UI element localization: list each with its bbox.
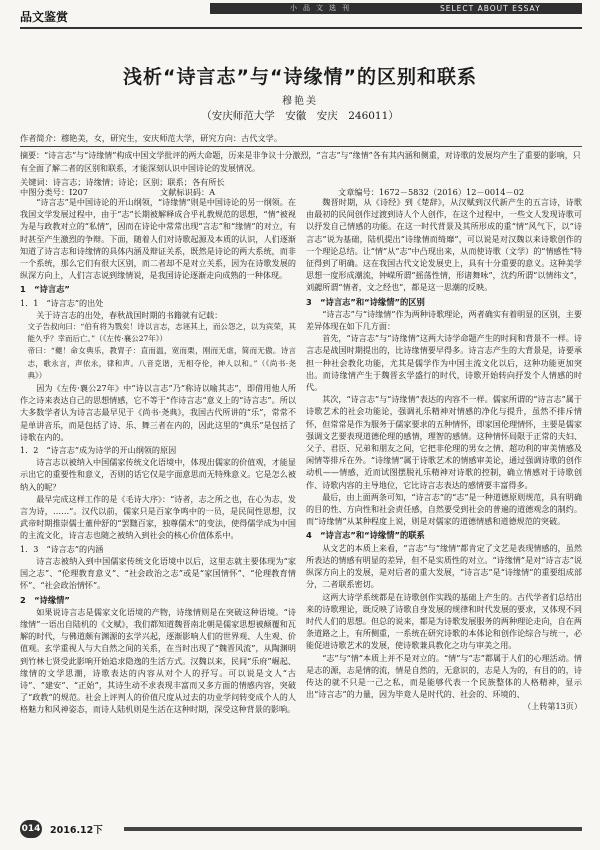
paragraph: “志”与“情”本质上并不是对立的。“情”与“志”都属于人们的心理活动。情是志的源，志是情的流，情是自然的，无意识的，志是人为的，有目的的，诗传达的就不只是一己之私，而是能够代表一个民族整体的人格精神，显示出“诗言志”的力量，因为毕竟人是时代的、社会的、环境的、	[306, 652, 582, 700]
section-heading: 1 “诗言志”	[20, 284, 70, 295]
paragraph: 最后，由上面两条可知，“诗言志”的“志”是一种道德原则规范，具有明确的目的性、方向性和社会责任感，自然要受到社会的普遍的道德观念的制约。而“诗缘情”从某种程度上说，则是对儒家的道德情感和道德规范的突破。	[306, 491, 582, 527]
body-column-right	[306, 196, 582, 814]
subsection-heading: 1．2 “诗言志”成为诗学的开山纲领的原因	[20, 445, 177, 456]
journal-name-cn: 小品文选刊	[290, 4, 355, 12]
footer-bar	[124, 827, 582, 831]
paragraph: “诗言志”是中国诗论的开山纲领，“诗缘情”则是中国诗论的另一纲领。在我国文学发展过程中，由于“志”长期被解释成合乎礼教规范的思想，“情”被视为是与政教对立的“私情”，因而在诗论中常常出现“言志”和“缘情”的对立，有时甚至产生激烈的争辩。下面，随着人们对诗歌起源及本质的认识，人们逐渐知道了诗言志和诗缘情的具体内涵及辩证关系，既然是诗论的两大系统，而非一个系统，那么它们有很大区别，而二者却不是对立关系，因为在诗歌发展的纵深方向上，人们言志说到缘情说，是我国诗论逐渐走向成熟的一种体现。	[20, 197, 296, 281]
page-header	[0, 0, 600, 44]
body-column-left	[20, 196, 296, 814]
column-name: 品文鉴赏	[20, 10, 69, 24]
quotation: 帝曰：“夔！命女典乐，教胄子：直而温，宽而栗，刚而无虐，简而无傲。诗言志，歌永言，声依永，律和声。八音克谐，无相夺伦，神人以和。”（《尚书·尧典》）	[27, 346, 296, 380]
paragraph: 关于诗言志的出处，春秋战国时期的书籍就有记载：	[36, 309, 223, 320]
paragraph: 最早完成这样工作的是《毛诗大序》：“诗者，志之所之也，在心为志，发言为诗，……”。汉代以前，儒家只是百家争鸣中的一员，是民间性思想，汉武帝时期推崇儒士董仲舒的“罢黜百家，独尊儒术”的变法，使得儒学成为中国的主流文化，诗言志也随之被纳入到社会的核心价值体系中。	[20, 493, 296, 541]
paragraph: 诗言志被纳入到中国儒家传统文化语境中以后，这里志就主要体现为“家国之志”、“伦理教育意义”、“社会政治之志”或是“家国情怀”、“伦理教育情怀”、“社会政治情怀”。	[20, 555, 296, 591]
subsection-heading: 1．3 “诗言志”的内涵	[20, 543, 104, 554]
article-author: 穆艳美	[282, 96, 318, 107]
keywords: 关键词：诗言志；诗缘情；诗论；区别；联系；各有所长	[20, 177, 225, 187]
paragraph: 魏晋时期，从《诗经》到《楚辞》，从汉赋到汉代新产生的五言诗，诗歌由最初的民间创作过渡到诗人个人创作，在这个过程中，一些文人发现诗歌可以抒发自己情感的功能。在这一时代背景及其所形成的重“情”风气下，以“诗言志”说为基础，陆机提出“诗缘情而绮靡”，可以说是对汉魏以来诗歌创作的一个理论总结。让“情”从“志”中凸现出来，从而使诗歌（文学）的“情感性”特征得到了明确。这在我国古代文论发展史上，具有十分重要的意义。这种美学思想一度形成潮流，钟嵘所谓“摇荡性情，形诸舞咏”，沈约所谓“以情纬文”，刘勰所谓“情者，文之经也”，都是这一思潮的反映。	[306, 197, 582, 293]
paragraph: 从文艺的本质上来看，“言志”与“缘情”都肯定了文艺是表现情感的，虽然所表达的情感有明显的差异，但不是实质性的对立。“诗缘情”是对“诗言志”说纵深方向上的发展，是对后者的重大发展，“诗言志”是“诗缘情”的重要组成部分，二者联系密切。	[306, 542, 582, 590]
section-heading: 2 “诗缘情”	[20, 594, 70, 605]
section-heading: 4 “诗言志”和“诗缘情”的联系	[306, 530, 425, 541]
paragraph: 如果说诗言志是儒家文化语境的产物，诗缘情则是在突破这种语境。“诗缘情”一语出自陆机的《文赋》，我们都知道魏晋南北朝是儒家思想被颠覆和瓦解的时代，与佛道颇有渊源的玄学兴起，逐渐影响人们的世界观、人生观、价值观。玄学重视人与大自然之间的关系，在当时出现了“魏晋风流”，从陶渊明到竹林七贤受此影响开始追求隐逸的生活方式。汉魏以来，民间“乐府”崛起、缘情的文学思潮，诗歌表达的内容从对个人的抒写。可以说是文人“古诗”、“建安”、“正始”，其诗生动不求表现丰富而又多方面的情感内容，突破了“政教”的规范。社会上评判人的价值尺度从过去的功业学问转变成个人的人格魅力和风神姿态，而诗人陆机则是生活在这种时期，深受这种背景的影响。	[20, 606, 296, 715]
paragraph: 首先，“诗言志”与“诗缘情”这两大诗学命题产生的时间和背景不一样。诗言志是战国时期提出的，比诗缘情要早得多。诗言志产生的大背景是，诗要承担一种社会教化功能，尤其是儒学作为中国主流文化以后，这种功能更加突出。而诗缘情产生于魏晋玄学盛行的时代，诗歌开始转向抒发个人情感的时代。	[306, 333, 582, 393]
article-number: 文章编号：1672－5832（2016）12－0014－02	[338, 187, 525, 197]
abstract: 摘要：“诗言志”与“诗缘情”构成中国文学批评的两大命题，历来是非争议十分激烈，“言志”与“缘情”各有其内涵和侧重，对诗歌的发展均产生了重要的影响，只有全面了解二者的区别和联系，才能深刻认识中国诗论的发展情况。	[20, 151, 581, 173]
article-title: 浅析“诗言志”与“诗缘情”的区别和联系	[123, 66, 477, 88]
paragraph: 这两大诗学系统都是在诗歌创作实践的基础上产生的。古代学者们总结出来的诗歌理论，既反映了诗歌自身发展的规律和时代发展的要求，又体现不同时代人们的思想。但总的说来，都是为诗歌发展服务的两种理论走向，自在两条道路之上，有所侧重，一系统在研究诗歌的本体论和创作论综合与统一，必能促进诗歌艺术的发展，使诗歌兼具教化之功与审美之用。	[306, 591, 582, 651]
paragraph: 因为《左传·襄公27年》中“诗以言志”乃“称诗以喻其志”，即借用他人所作之诗来表达自己的思想情感，它不等于“作诗言志”意义上的“诗言志”。所以大多数学者认为诗言志最早见于《尚书·尧典》，我国古代所讲的“乐”，常常不是单讲音乐，而是包括了诗、乐、舞三者在内的，因此这里的“典乐”是包括了诗歌在内的。	[20, 383, 296, 442]
header-divider	[20, 27, 582, 29]
quotation: 文子告叔向曰：“伯有将为戮矣！诗以言志，志诬其上，而公怨之，以为宾荣，其能久乎？幸而后亡。”（《左传·襄公27年》）	[27, 322, 296, 344]
page-number: 014	[20, 820, 42, 838]
continued-note: （上转第13页）	[523, 701, 582, 712]
author-bio: 作者简介：穆艳美，女，研究生，安庆师范大学，研究方向：古代文学。	[20, 133, 283, 143]
meta-divider	[20, 146, 582, 147]
paragraph: 诗言志以被纳入中国儒家传统文化语境中，体现出儒家的价值观，才能显示出它的重要性和意义，否则的话它仅是字面意思而无特殊意义。它是怎么被纳入的呢？	[20, 457, 296, 492]
journal-name-en: SELECT ABOUT ESSAY	[440, 4, 541, 13]
clc-code: 中图分类号：I207	[20, 187, 88, 197]
subsection-heading: 1．1 “诗言志”的出处	[20, 297, 104, 308]
author-affiliation: （安庆师范大学 安徽 安庆 246011）	[201, 110, 399, 122]
document-code: 文献标识码：A	[160, 187, 216, 197]
paragraph: 其次，“诗言志”与“诗缘情”表达的内容不一样。儒家所谓的“诗言志”属于诗歌艺术的社会功能论，强调礼乐精神对情感的净化与提升，虽然不排斥情怀，但常常是作为服务于儒家要求的五种情怀，即家国伦理情怀，主要是儒家强调文艺要表现道德伦理的感情，理智的感情。这种情怀局限于正常的夫妇、父子、君臣、兄弟和朋友之间，它把非伦理的男女之情、超功利的审美情感及闲情等排斥在外。“诗缘情”属于诗歌艺术的情感审美论，通过强调诗歌的创作动机——情感，近而试图摆脱礼乐精神对诗歌的控制，确立情感对于诗歌创作、诗歌内容的主导地位，它比诗言志表达的感情要丰富得多。	[306, 394, 582, 490]
issue-date: 2016.12下	[50, 825, 103, 836]
paragraph: “诗言志”与“诗缘情”作为两种诗歌理论，两者确实有着明显的区别，主要差异体现在如下几方面：	[306, 308, 582, 332]
section-heading: 3 “诗言志”和“诗缘情”的区别	[306, 296, 425, 307]
